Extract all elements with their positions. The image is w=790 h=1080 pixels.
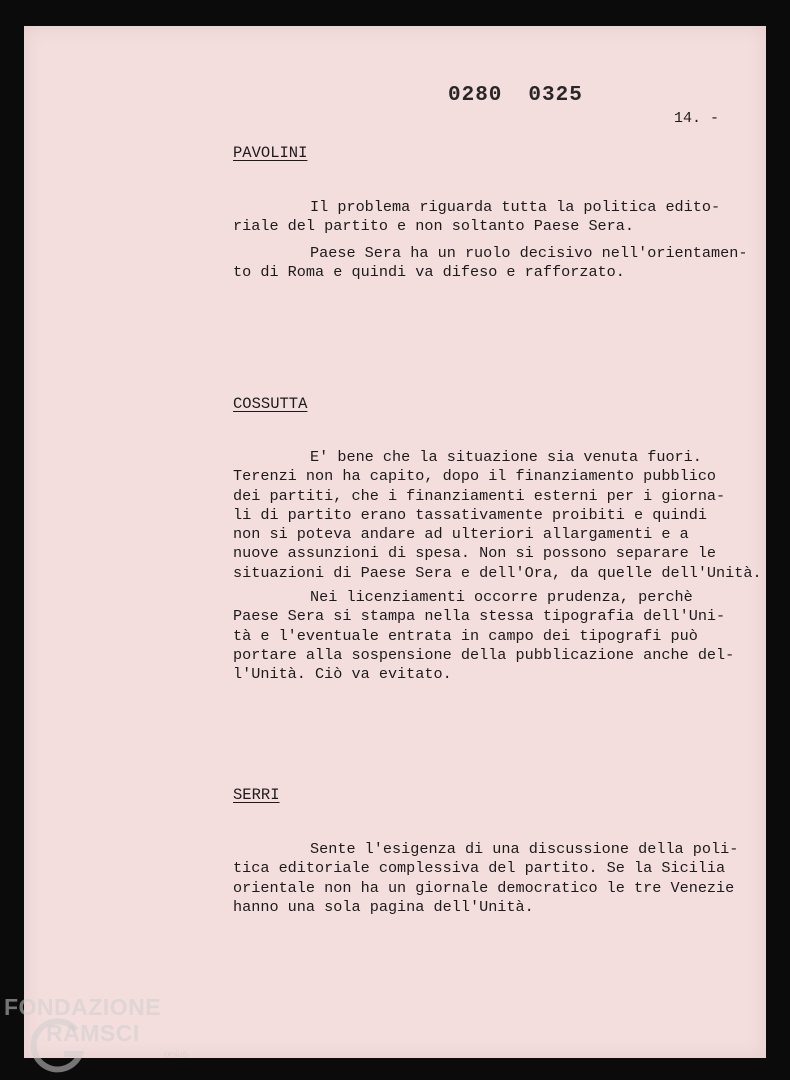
text-line: situazioni di Paese Sera e dell'Ora, da quelle dell'Unità. [233, 563, 762, 582]
text-line: tica editoriale complessiva del partito. Se la Sicilia [233, 859, 726, 878]
text-line: E' bene che la situazione sia venuta fuori. [310, 448, 702, 466]
text-line: non si poteva andare ad ulteriori allargamenti e a [233, 525, 689, 544]
text-line: hanno una sola pagina dell'Unità. [233, 897, 534, 916]
text-line: l'Unità. Ciò va evitato. [233, 665, 452, 684]
text-line: tà e l'eventuale entrata in campo dei tipografi può [233, 626, 698, 645]
text-line: Paese Sera si stampa nella stessa tipografia dell'Uni- [233, 607, 726, 626]
text-line: dei partiti, che i finanziamenti esterni per i giorna- [233, 486, 726, 505]
text-line: portare alla sospensione della pubblicazione anche del- [233, 645, 735, 664]
text-line: Nei licenziamenti occorre prudenza, perchè [310, 588, 693, 606]
watermark-suffix: onlus [164, 1049, 188, 1060]
speaker-heading-serri: SERRI [233, 786, 280, 804]
text-line: Paese Sera ha un ruolo decisivo nell'orientamen- [310, 244, 748, 262]
text-line: nuove assunzioni di spesa. Non si possono separare le [233, 544, 717, 563]
text-line: Terenzi non ha capito, dopo il finanziamento pubblico [233, 467, 717, 486]
paragraph [233, 588, 734, 684]
page-number: 14. - [674, 110, 720, 127]
document-page [24, 26, 766, 1058]
paragraph [233, 198, 720, 237]
text-line: orientale non ha un giornale democratico le tre Venezie [233, 878, 735, 897]
speaker-heading-pavolini: PAVOLINI [233, 144, 308, 162]
paragraph [233, 840, 738, 917]
speaker-heading-cossutta: COSSUTTA [233, 395, 308, 413]
paragraph [233, 448, 762, 583]
fondazione-gramsci-watermark [4, 994, 204, 1080]
archive-number-second: 0325 [528, 84, 583, 107]
text-line: Il problema riguarda tutta la politica edito- [310, 198, 721, 216]
paragraph [233, 244, 747, 283]
archive-number [448, 84, 583, 107]
text-line: li di partito erano tassativamente proibiti e quindi [233, 505, 707, 524]
watermark-line-1: FONDAZIONE [4, 994, 162, 1020]
text-line: riale del partito e non soltanto Paese Sera. [233, 217, 635, 236]
archive-number-first: 0280 [448, 84, 503, 107]
text-line: Sente l'esigenza di una discussione della poli- [310, 840, 739, 858]
watermark-line-2: RAMSCI [46, 1020, 140, 1046]
text-line: to di Roma e quindi va difeso e rafforzato. [233, 263, 625, 282]
